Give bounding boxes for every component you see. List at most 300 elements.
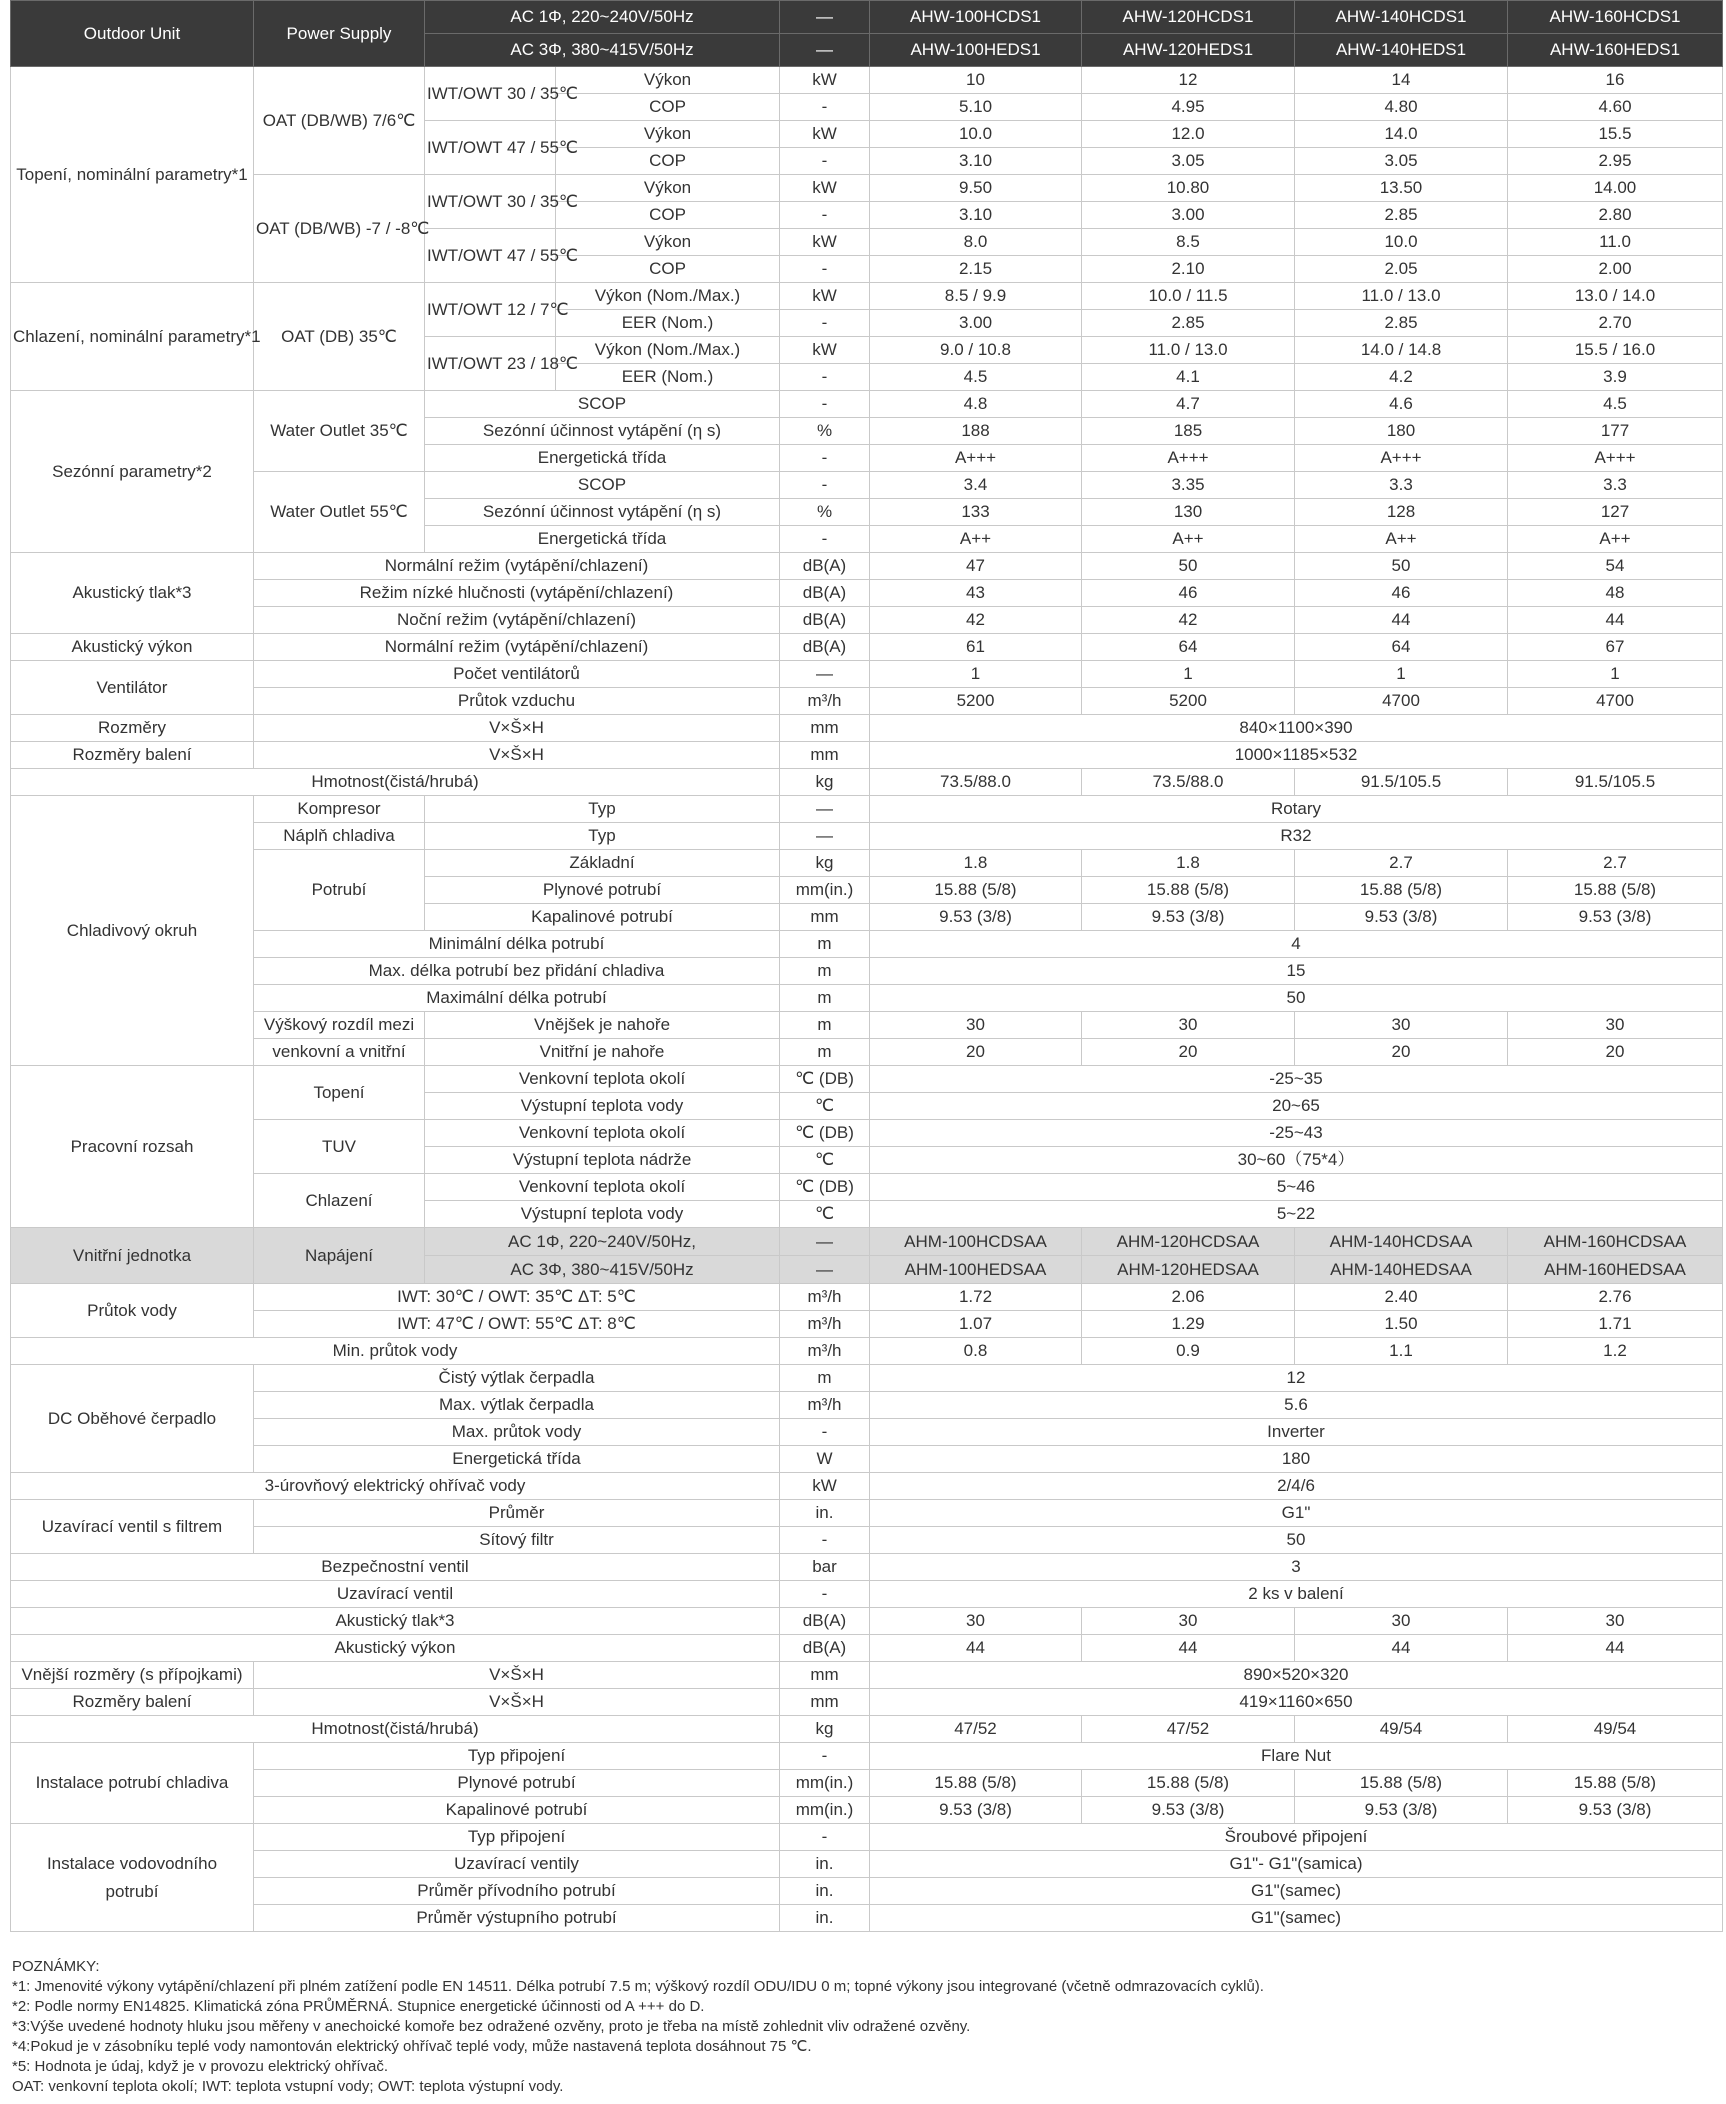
- value-cell: 2.80: [1508, 202, 1723, 229]
- group-label: IWT/OWT 12 / 7℃: [425, 283, 556, 337]
- value-cell: 12: [1082, 67, 1295, 94]
- table-row: [11, 1716, 1723, 1743]
- model-cell: AHM-120HEDSAA: [1082, 1256, 1295, 1284]
- unit-cell: -: [780, 445, 870, 472]
- value-cell: 3.3: [1295, 472, 1508, 499]
- value-cell: 91.5/105.5: [1295, 769, 1508, 796]
- param-label: Venkovní teplota okolí: [425, 1066, 780, 1093]
- value-cell: 1.1: [1295, 1338, 1508, 1365]
- value-cell: 64: [1082, 634, 1295, 661]
- value-cell: 9.53 (3/8): [870, 1797, 1082, 1824]
- value-cell: 185: [1082, 418, 1295, 445]
- param-label: Výkon: [556, 175, 780, 202]
- table-row: [11, 796, 1723, 823]
- value-cell: 133: [870, 499, 1082, 526]
- value-cell: 1.07: [870, 1311, 1082, 1338]
- unit-cell: -: [780, 1527, 870, 1554]
- model-cell: AHW-160HEDS1: [1508, 34, 1723, 67]
- param-label: Čistý výtlak čerpadla: [254, 1365, 780, 1392]
- value-cell: 49/54: [1295, 1716, 1508, 1743]
- unit-cell: %: [780, 418, 870, 445]
- value-cell: 2.7: [1508, 850, 1723, 877]
- value-cell: 47/52: [1082, 1716, 1295, 1743]
- unit-cell: mm(in.): [780, 1770, 870, 1797]
- param-label: Uzavírací ventil: [11, 1581, 780, 1608]
- param-label: Výstupní teplota vody: [425, 1201, 780, 1228]
- value-cell: 15.88 (5/8): [1295, 877, 1508, 904]
- unit-cell: dB(A): [780, 1635, 870, 1662]
- param-label: Průměr výstupního potrubí: [254, 1905, 780, 1932]
- value-cell: 1.2: [1508, 1338, 1723, 1365]
- unit-cell: ℃: [780, 1201, 870, 1228]
- value-cell: 130: [1082, 499, 1295, 526]
- model-cell: AHM-120HCDSAA: [1082, 1228, 1295, 1256]
- value-cell: 44: [1295, 607, 1508, 634]
- value-cell: 1: [1295, 661, 1508, 688]
- unit-cell: mm(in.): [780, 1797, 870, 1824]
- param-label: Průměr přívodního potrubí: [254, 1878, 780, 1905]
- value-cell: 20: [870, 1039, 1082, 1066]
- value-cell: 15.88 (5/8): [1082, 877, 1295, 904]
- value-cell: 30: [1508, 1608, 1723, 1635]
- param-label: Akustický výkon: [11, 1635, 780, 1662]
- group-label: Náplň chladiva: [254, 823, 425, 850]
- unit-cell: kW: [780, 229, 870, 256]
- section-label: DC Oběhové čerpadlo: [11, 1365, 254, 1473]
- value-cell: 3.05: [1295, 148, 1508, 175]
- model-cell: AHM-100HCDSAA: [870, 1228, 1082, 1256]
- value-cell: 4.95: [1082, 94, 1295, 121]
- value-cell: 2.85: [1295, 310, 1508, 337]
- value-cell: 15.5 / 16.0: [1508, 337, 1723, 364]
- value-cell: 3.35: [1082, 472, 1295, 499]
- param-label: Výstupní teplota nádrže: [425, 1147, 780, 1174]
- value-cell: A+++: [870, 445, 1082, 472]
- value-cell: 1: [1082, 661, 1295, 688]
- value-cell: 4.60: [1508, 94, 1723, 121]
- unit-cell: kW: [780, 121, 870, 148]
- value-cell: 4.2: [1295, 364, 1508, 391]
- unit-cell: dB(A): [780, 634, 870, 661]
- param-label: Bezpečnostní ventil: [11, 1554, 780, 1581]
- section-label: Rozměry: [11, 715, 254, 742]
- value-cell: 9.53 (3/8): [1508, 904, 1723, 931]
- value-cell: 73.5/88.0: [870, 769, 1082, 796]
- unit-cell: kg: [780, 769, 870, 796]
- value-cell: 30~60（75*4）: [870, 1147, 1723, 1174]
- value-cell: 2 ks v balení: [870, 1581, 1723, 1608]
- model-cell: AHW-100HEDS1: [870, 34, 1082, 67]
- table-cell: AC 3Φ, 380~415V/50Hz: [425, 34, 780, 67]
- value-cell: 20: [1508, 1039, 1723, 1066]
- value-cell: G1"(samec): [870, 1878, 1723, 1905]
- param-label: Normální režim (vytápění/chlazení): [254, 553, 780, 580]
- unit-cell: m: [780, 958, 870, 985]
- value-cell: 50: [870, 985, 1723, 1012]
- value-cell: 50: [1082, 553, 1295, 580]
- unit-cell: ℃ (DB): [780, 1120, 870, 1147]
- param-label: SCOP: [425, 391, 780, 418]
- unit-cell: kW: [780, 1473, 870, 1500]
- section-label: Akustický výkon: [11, 634, 254, 661]
- model-cell: AHW-140HCDS1: [1295, 1, 1508, 34]
- value-cell: 47: [870, 553, 1082, 580]
- table-row: [11, 715, 1723, 742]
- value-cell: 4.1: [1082, 364, 1295, 391]
- spec-table: [10, 0, 1723, 1932]
- notes-heading: POZNÁMKY:: [12, 1958, 100, 1975]
- param-label: COP: [556, 256, 780, 283]
- value-cell: -25~35: [870, 1066, 1723, 1093]
- value-cell: 30: [870, 1608, 1082, 1635]
- table-row: [11, 1770, 1723, 1797]
- value-cell: 50: [870, 1527, 1723, 1554]
- table-row: [11, 634, 1723, 661]
- value-cell: 11.0 / 13.0: [1295, 283, 1508, 310]
- table-row: [11, 1392, 1723, 1419]
- table-row: [11, 1012, 1723, 1039]
- param-label: Max. délka potrubí bez přidání chladiva: [254, 958, 780, 985]
- unit-cell: kW: [780, 175, 870, 202]
- table-row: [11, 1311, 1723, 1338]
- value-cell: G1"- G1"(samica): [870, 1851, 1723, 1878]
- table-row: [11, 1228, 1723, 1256]
- value-cell: 2.05: [1295, 256, 1508, 283]
- value-cell: 180: [870, 1446, 1723, 1473]
- table-row: [11, 1039, 1723, 1066]
- unit-cell: —: [780, 823, 870, 850]
- notes-section: [12, 1957, 1712, 2097]
- note-line: *3:Výše uvedené hodnoty hluku jsou měřeny v anechoické komoře bez odražené ozvěny, proto je třeba na místě zohlednit vliv odražené ozvěny.: [12, 2018, 971, 2035]
- param-label: Základní: [425, 850, 780, 877]
- table-row: [11, 1635, 1723, 1662]
- unit-cell: kg: [780, 1716, 870, 1743]
- model-cell: AHM-160HCDSAA: [1508, 1228, 1723, 1256]
- group-label: Water Outlet 35℃: [254, 391, 425, 472]
- param-label: IWT: 47℃ / OWT: 55℃ ΔT: 8℃: [254, 1311, 780, 1338]
- param-label: Max. výtlak čerpadla: [254, 1392, 780, 1419]
- unit-cell: -: [780, 1824, 870, 1851]
- value-cell: A++: [1082, 526, 1295, 553]
- param-label: V×Š×H: [254, 715, 780, 742]
- value-cell: 44: [1082, 1635, 1295, 1662]
- unit-cell: m³/h: [780, 1392, 870, 1419]
- table-row: [11, 472, 1723, 499]
- table-row: [11, 391, 1723, 418]
- value-cell: 4.80: [1295, 94, 1508, 121]
- table-cell: AC 1Φ, 220~240V/50Hz: [425, 1, 780, 34]
- value-cell: 4.8: [870, 391, 1082, 418]
- section-label: Ventilátor: [11, 661, 254, 715]
- param-label: Akustický tlak*3: [11, 1608, 780, 1635]
- table-row: [11, 1689, 1723, 1716]
- param-label: Energetická třída: [425, 445, 780, 472]
- table-row: [11, 1662, 1723, 1689]
- table-row: [11, 1743, 1723, 1770]
- param-label: Počet ventilátorů: [254, 661, 780, 688]
- param-label: Typ: [425, 796, 780, 823]
- value-cell: 2.76: [1508, 1284, 1723, 1311]
- value-cell: 5.6: [870, 1392, 1723, 1419]
- table-row: [11, 1797, 1723, 1824]
- value-cell: 73.5/88.0: [1082, 769, 1295, 796]
- value-cell: 2.7: [1295, 850, 1508, 877]
- unit-cell: dB(A): [780, 1608, 870, 1635]
- value-cell: 2.85: [1295, 202, 1508, 229]
- table-row: [11, 67, 1723, 94]
- value-cell: 9.0 / 10.8: [870, 337, 1082, 364]
- unit-cell: —: [780, 796, 870, 823]
- param-label: Energetická třída: [254, 1446, 780, 1473]
- model-cell: AHM-100HEDSAA: [870, 1256, 1082, 1284]
- group-label: OAT (DB/WB) -7 / -8℃: [254, 175, 425, 283]
- note-line: *4:Pokud je v zásobníku teplé vody namontován elektrický ohřívač teplé vody, může nastavená teplota dosáhnout 75 ℃.: [12, 2038, 812, 2055]
- unit-cell: m: [780, 1365, 870, 1392]
- model-cell: AHW-160HCDS1: [1508, 1, 1723, 34]
- value-cell: 2.70: [1508, 310, 1723, 337]
- value-cell: 46: [1295, 580, 1508, 607]
- unit-cell: kW: [780, 67, 870, 94]
- value-cell: 10: [870, 67, 1082, 94]
- param-label: Typ připojení: [254, 1824, 780, 1851]
- value-cell: 4.5: [1508, 391, 1723, 418]
- unit-cell: -: [780, 472, 870, 499]
- group-label: OAT (DB) 35℃: [254, 283, 425, 391]
- value-cell: 50: [1295, 553, 1508, 580]
- param-label: Venkovní teplota okolí: [425, 1120, 780, 1147]
- param-label: Výkon: [556, 121, 780, 148]
- unit-cell: W: [780, 1446, 870, 1473]
- value-cell: 42: [1082, 607, 1295, 634]
- value-cell: Flare Nut: [870, 1743, 1723, 1770]
- param-label: EER (Nom.): [556, 364, 780, 391]
- value-cell: 20~65: [870, 1093, 1723, 1120]
- param-label: Min. průtok vody: [11, 1338, 780, 1365]
- table-row: [11, 985, 1723, 1012]
- table-row: [11, 1284, 1723, 1311]
- value-cell: 11.0: [1508, 229, 1723, 256]
- param-label: Hmotnost(čistá/hrubá): [11, 1716, 780, 1743]
- group-label: Potrubí: [254, 850, 425, 931]
- value-cell: 9.53 (3/8): [870, 904, 1082, 931]
- param-label: Venkovní teplota okolí: [425, 1174, 780, 1201]
- unit-cell: in.: [780, 1851, 870, 1878]
- param-label: Typ připojení: [254, 1743, 780, 1770]
- value-cell: G1"(samec): [870, 1905, 1723, 1932]
- unit-cell: m³/h: [780, 1338, 870, 1365]
- unit-cell: —: [780, 1228, 870, 1256]
- value-cell: 3.00: [1082, 202, 1295, 229]
- section-label: Sezónní parametry*2: [11, 391, 254, 553]
- param-label: Výkon: [556, 67, 780, 94]
- table-row: [11, 931, 1723, 958]
- unit-cell: in.: [780, 1500, 870, 1527]
- value-cell: 67: [1508, 634, 1723, 661]
- unit-cell: -: [780, 391, 870, 418]
- unit-cell: —: [780, 661, 870, 688]
- model-cell: AHM-140HEDSAA: [1295, 1256, 1508, 1284]
- value-cell: 4.6: [1295, 391, 1508, 418]
- value-cell: Rotary: [870, 796, 1723, 823]
- param-label: Vnitřní je nahoře: [425, 1039, 780, 1066]
- value-cell: A+++: [1508, 445, 1723, 472]
- unit-cell: in.: [780, 1878, 870, 1905]
- param-label: Výkon (Nom./Max.): [556, 283, 780, 310]
- group-label: TUV: [254, 1120, 425, 1174]
- value-cell: 1: [1508, 661, 1723, 688]
- header-outdoor-unit: Outdoor Unit: [11, 1, 254, 67]
- value-cell: 64: [1295, 634, 1508, 661]
- unit-cell: -: [780, 1419, 870, 1446]
- value-cell: 30: [1082, 1608, 1295, 1635]
- param-label: Režim nízké hlučnosti (vytápění/chlazení): [254, 580, 780, 607]
- value-cell: A++: [1295, 526, 1508, 553]
- value-cell: 14.00: [1508, 175, 1723, 202]
- value-cell: 15.88 (5/8): [1508, 877, 1723, 904]
- unit-cell: m: [780, 1039, 870, 1066]
- value-cell: 9.53 (3/8): [1508, 1797, 1723, 1824]
- section-label: Chlazení, nominální parametry*1: [11, 283, 254, 391]
- value-cell: 10.0: [1295, 229, 1508, 256]
- model-cell: AHW-140HEDS1: [1295, 34, 1508, 67]
- unit-cell: m³/h: [780, 688, 870, 715]
- param-label: Uzavírací ventily: [254, 1851, 780, 1878]
- group-label: IWT/OWT 47 / 55℃: [425, 121, 556, 175]
- value-cell: 2.10: [1082, 256, 1295, 283]
- unit-cell: -: [780, 202, 870, 229]
- table-row: [11, 1608, 1723, 1635]
- value-cell: 44: [1508, 1635, 1723, 1662]
- table-row: [11, 1, 1723, 34]
- table-row: [11, 1365, 1723, 1392]
- model-cell: AHW-120HEDS1: [1082, 34, 1295, 67]
- value-cell: 9.53 (3/8): [1295, 904, 1508, 931]
- section-label: Rozměry balení: [11, 1689, 254, 1716]
- value-cell: 15.88 (5/8): [1295, 1770, 1508, 1797]
- unit-cell: ℃: [780, 1147, 870, 1174]
- value-cell: 44: [1295, 1635, 1508, 1662]
- section-label: Vnitřní jednotka: [11, 1228, 254, 1284]
- value-cell: 180: [1295, 418, 1508, 445]
- section-label: Instalace potrubí chladiva: [11, 1743, 254, 1824]
- value-cell: 1.72: [870, 1284, 1082, 1311]
- value-cell: 47/52: [870, 1716, 1082, 1743]
- unit-cell: m: [780, 931, 870, 958]
- group-label: IWT/OWT 30 / 35℃: [425, 175, 556, 229]
- value-cell: 0.9: [1082, 1338, 1295, 1365]
- value-cell: 5~46: [870, 1174, 1723, 1201]
- value-cell: 2.06: [1082, 1284, 1295, 1311]
- table-row: [11, 823, 1723, 850]
- value-cell: 61: [870, 634, 1082, 661]
- table-row: [11, 580, 1723, 607]
- value-cell: 42: [870, 607, 1082, 634]
- table-row: [11, 1419, 1723, 1446]
- param-label: IWT: 30℃ / OWT: 35℃ ΔT: 5℃: [254, 1284, 780, 1311]
- unit-cell: m: [780, 985, 870, 1012]
- value-cell: G1": [870, 1500, 1723, 1527]
- param-label: Průtok vzduchu: [254, 688, 780, 715]
- param-label: Normální režim (vytápění/chlazení): [254, 634, 780, 661]
- unit-cell: -: [780, 526, 870, 553]
- value-cell: 30: [1295, 1012, 1508, 1039]
- section-label: Průtok vody: [11, 1284, 254, 1338]
- unit-cell: m³/h: [780, 1284, 870, 1311]
- param-label: Noční režim (vytápění/chlazení): [254, 607, 780, 634]
- group-label: OAT (DB/WB) 7/6℃: [254, 67, 425, 175]
- value-cell: 44: [1508, 607, 1723, 634]
- value-cell: 10.0: [870, 121, 1082, 148]
- value-cell: 4.7: [1082, 391, 1295, 418]
- section-label: Topení, nominální parametry*1: [11, 67, 254, 283]
- param-label: Výstupní teplota vody: [425, 1093, 780, 1120]
- value-cell: 8.5: [1082, 229, 1295, 256]
- value-cell: 3.10: [870, 148, 1082, 175]
- value-cell: 5200: [870, 688, 1082, 715]
- table-cell: —: [780, 1, 870, 34]
- section-label: Rozměry balení: [11, 742, 254, 769]
- value-cell: 840×1100×390: [870, 715, 1723, 742]
- table-row: [11, 1338, 1723, 1365]
- unit-cell: mm: [780, 715, 870, 742]
- value-cell: 43: [870, 580, 1082, 607]
- table-row: [11, 1851, 1723, 1878]
- group-label: IWT/OWT 23 / 18℃: [425, 337, 556, 391]
- value-cell: 20: [1082, 1039, 1295, 1066]
- value-cell: 4: [870, 931, 1723, 958]
- value-cell: 3: [870, 1554, 1723, 1581]
- section-label: Vnější rozměry (s přípojkami): [11, 1662, 254, 1689]
- unit-cell: -: [780, 1581, 870, 1608]
- param-label: Sezónní účinnost vytápění (η s): [425, 418, 780, 445]
- unit-cell: ℃ (DB): [780, 1066, 870, 1093]
- value-cell: R32: [870, 823, 1723, 850]
- value-cell: 1.50: [1295, 1311, 1508, 1338]
- value-cell: 3.05: [1082, 148, 1295, 175]
- table-row: [11, 1905, 1723, 1932]
- unit-cell: %: [780, 499, 870, 526]
- value-cell: 14.0 / 14.8: [1295, 337, 1508, 364]
- param-label: Výkon: [556, 229, 780, 256]
- table-row: [11, 742, 1723, 769]
- unit-cell: m³/h: [780, 1311, 870, 1338]
- table-row: [11, 1824, 1723, 1851]
- value-cell: Inverter: [870, 1419, 1723, 1446]
- param-label: SCOP: [425, 472, 780, 499]
- unit-cell: mm: [780, 1662, 870, 1689]
- value-cell: 4700: [1295, 688, 1508, 715]
- unit-cell: kW: [780, 337, 870, 364]
- param-label: Typ: [425, 823, 780, 850]
- param-label: Sítový filtr: [254, 1527, 780, 1554]
- unit-cell: bar: [780, 1554, 870, 1581]
- value-cell: -25~43: [870, 1120, 1723, 1147]
- unit-cell: -: [780, 256, 870, 283]
- unit-cell: mm: [780, 904, 870, 931]
- section-label: Chladivový okruh: [11, 796, 254, 1066]
- param-label: 3-úrovňový elektrický ohřívač vody: [11, 1473, 780, 1500]
- value-cell: 188: [870, 418, 1082, 445]
- value-cell: 128: [1295, 499, 1508, 526]
- param-label: COP: [556, 202, 780, 229]
- param-label: Plynové potrubí: [254, 1770, 780, 1797]
- value-cell: 5200: [1082, 688, 1295, 715]
- unit-cell: -: [780, 148, 870, 175]
- value-cell: 8.0: [870, 229, 1082, 256]
- value-cell: 15.88 (5/8): [870, 1770, 1082, 1797]
- note-line: OAT: venkovní teplota okolí; IWT: teplota vstupní vody; OWT: teplota výstupní vody.: [12, 2078, 564, 2095]
- value-cell: 1000×1185×532: [870, 742, 1723, 769]
